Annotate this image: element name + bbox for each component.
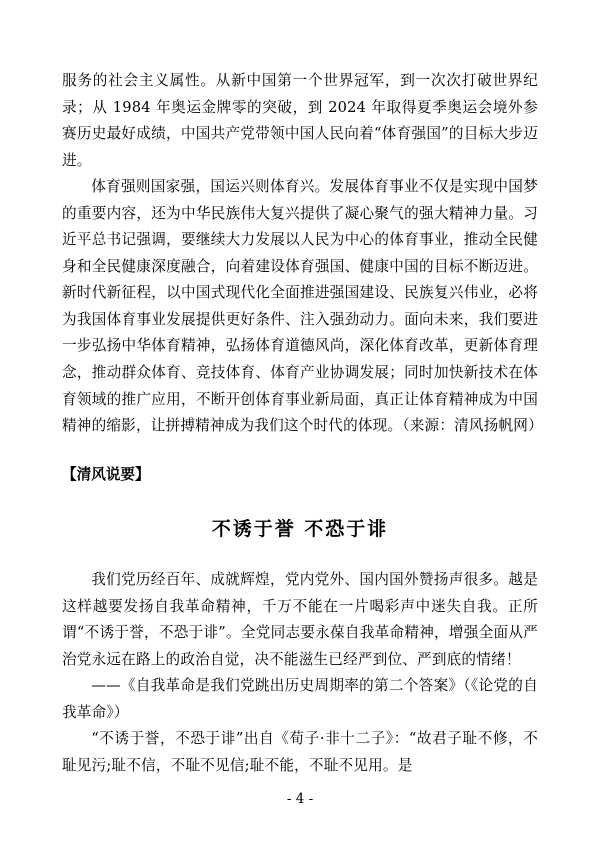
page-title: 不诱于誉 不恐于诽 (211, 518, 389, 541)
paragraph-source-citation: ——《自我革命是我们党跳出历史周期率的第二个答案》（《论党的自我革命》） (62, 677, 538, 721)
paragraph-body-1: 我们党历经百年、成就辉煌，党内党外、国内国外赞扬声很多。越是这样越要发扬自我革命精神，千万不能在一片喝彩声中迷失自我。正所谓“不诱于誉，不恐于诽”。全党同志要永葆自我革命精神，增强全面从严治党永远在路上的政治自觉，决不能滋生已经严到位、严到底的情绪！ (62, 571, 538, 668)
paragraph-sports-power: 体育强则国家强，国运兴则体育兴。发展体育事业不仅是实现中国梦的重要内容，还为中华民族伟大复兴提供了凝心聚气的强大精神力量。习近平总书记强调，要继续大力发展以人民为中心的体育事业，推动全民健身和全民健康深度融合，向着建设体育强国、健康中国的目标不断迈进。新时代新征程，以中国式现代化全面推进强国建设、民族复兴伟业，必将为我国体育事业发展提供更好条件、注入强劲动力。面向未来，我们要进一步弘扬中华体育精神，弘扬体育道德风尚，深化体育改革，更新体育理念，推动群众体育、竞技体育、体育产业协调发展；同时加快新技术在体育领域的推广应用，不断开创体育事业新局面，真正让体育精神成为中国精神的缩影，让拼搏精神成为我们这个时代的体现。（来源：清风扬帆网） (62, 178, 543, 435)
paragraph-continuation: 服务的社会主义属性。从新中国第一个世界冠军，到一次次打破世界纪录；从 1984 年奥运金牌零的突破，到 2024 年取得夏季奥运会境外参赛历史最好成绩，中国共产党带领中国人民向着“体育强国”的目标大步迈进。 (62, 72, 538, 169)
page-number: - 4 - (286, 791, 314, 807)
paragraph-body-3: “不诱于誉，不恐于诽”出自《荀子·非十二子》：“故君子耻不修，不耻见污;耻不信，不耻不见信;耻不能，不耻不见用。是 (62, 730, 538, 775)
section-label-qingfeng: 【清风说要】 (62, 465, 150, 483)
